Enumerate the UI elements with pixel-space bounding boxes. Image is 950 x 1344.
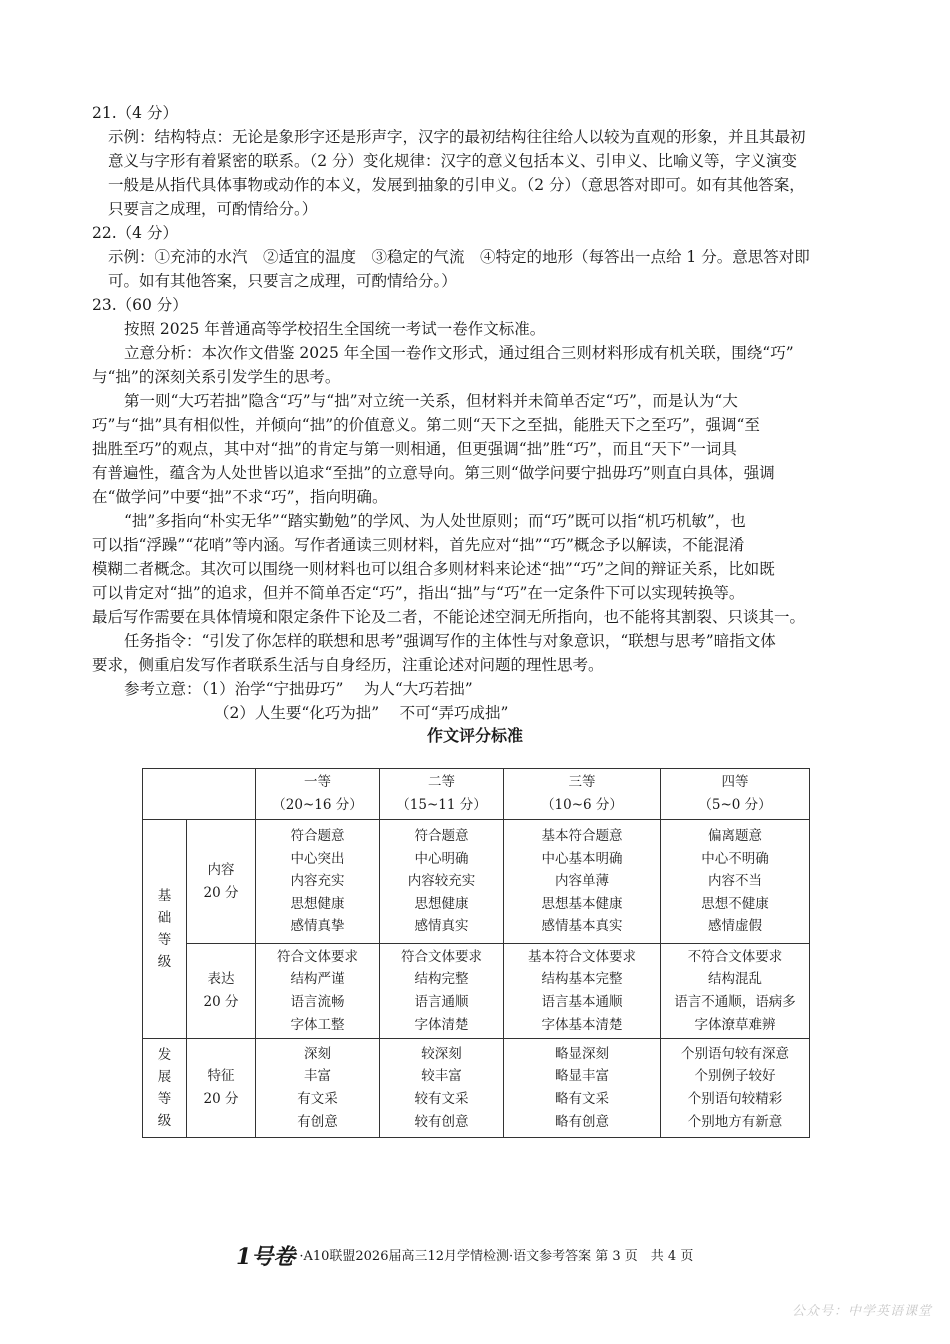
q21-line: 只要言之成理，可酌情给分。）: [108, 200, 318, 218]
corner-cell: [143, 769, 256, 820]
scoring-table-title: 作文评分标准: [426, 726, 523, 745]
basic-level-label: 基 础 等 级: [143, 820, 187, 1039]
grade-header: 四等 （5~0 分）: [661, 769, 810, 820]
q23-line: 按照 2025 年普通高等学校招生全国统一考试一卷作文标准。: [124, 320, 546, 338]
development-level-label: 发 展 等 级: [143, 1039, 187, 1138]
grade-header: 三等 （10~6 分）: [504, 769, 661, 820]
table-cell: 符合题意 中心突出 内容充实 思想健康 感情真挚: [256, 820, 380, 944]
q23-line: 拙胜至巧”的观点，其中对“拙”的肯定与第一则相通，但更强调“拙”胜“巧”，而且“天下”一词具: [92, 440, 737, 458]
q23-line: 要求，侧重启发写作者联系生活与自身经历，注重论述对问题的理性思考。: [92, 656, 604, 674]
scoring-table: [142, 768, 810, 1138]
table-row: [143, 1039, 810, 1138]
table-cell: 较深刻 较丰富 较有文采 较有创意: [380, 1039, 504, 1138]
table-cell: 个别语句较有深意 个别例子较好 个别语句较精彩 个别地方有新意: [661, 1039, 810, 1138]
q23-line: 模糊二者概念。其次可以围绕一则材料也可以组合多则材料来论述“拙”“巧”之间的辩证关系，比如既: [92, 560, 775, 578]
table-cell: 符合文体要求 结构完整 语言通顺 字体清楚: [380, 944, 504, 1039]
q23-line: 最后写作需要在具体情境和限定条件下论及二者，不能论述空洞无所指向，也不能将其割裂、只谈其一。: [92, 608, 806, 626]
criterion-label: 特征 20 分: [187, 1039, 256, 1138]
q23-line: 立意分析：本次作文借鉴 2025 年全国一卷作文形式，通过组合三则材料形成有机关联，围绕“巧”: [124, 344, 794, 362]
table-cell: 符合题意 中心明确 内容较充实 思想健康 感情真实: [380, 820, 504, 944]
footer-text: ·A10联盟2026届高三12月学情检测·语文参考答案 第 3 页 共 4 页: [299, 1249, 694, 1264]
table-cell: 基本符合题意 中心基本明确 内容单薄 思想基本健康 感情基本真实: [504, 820, 661, 944]
brand-logo: 1号卷: [236, 1244, 296, 1270]
watermark: 公众号：中学英语课堂: [791, 1304, 932, 1319]
table-cell: 符合文体要求 结构严谨 语言流畅 字体工整: [256, 944, 380, 1039]
q23-line: 在“做学问”中要“拙”不求“巧”，指向明确。: [92, 488, 388, 506]
table-row: [143, 820, 810, 944]
grade-header: 二等 （15~11 分）: [380, 769, 504, 820]
grade-header-row: [143, 769, 810, 820]
q22-line: 示例：①充沛的水汽 ②适宜的温度 ③稳定的气流 ④特定的地形（每答出一点给 1 分。意思答对即: [108, 248, 810, 266]
table-cell: 不符合文体要求 结构混乱 语言不通顺，语病多 字体潦草难辨: [661, 944, 810, 1039]
table-cell: 深刻 丰富 有文采 有创意: [256, 1039, 380, 1138]
q21-header: 21.（4 分）: [92, 104, 178, 122]
q23-line: 任务指令：“引发了你怎样的联想和思考”强调写作的主体性与对象意识，“联想与思考”暗指文体: [124, 632, 776, 650]
q23-line: “拙”多指向“朴实无华”“踏实勤勉”的学风、为人处世原则；而“巧”既可以指“机巧机敏”，也: [124, 512, 746, 530]
q21-line: 意义与字形有着紧密的联系。（2 分）变化规律：汉字的意义包括本义、引申义、比喻义等，字义演变: [108, 152, 798, 170]
criterion-label: 内容 20 分: [187, 820, 256, 944]
q21-line: 示例：结构特点：无论是象形字还是形声字，汉字的最初结构往往给人以较为直观的形象，并且其最初: [108, 128, 806, 146]
q23-line: 与“拙”的深刻关系引发学生的思考。: [92, 368, 341, 386]
q23-reference-1: 参考立意：（1）治学“宁拙毋巧” 为人“大巧若拙”: [124, 680, 473, 698]
q22-header: 22.（4 分）: [92, 224, 178, 242]
table-cell: 基本符合文体要求 结构基本完整 语言基本通顺 字体基本清楚: [504, 944, 661, 1039]
grade-header: 一等 （20~16 分）: [256, 769, 380, 820]
criterion-label: 表达 20 分: [187, 944, 256, 1039]
q23-reference-2: （2）人生要“化巧为拙” 不可“弄巧成拙”: [214, 704, 509, 722]
q23-line: 可以肯定对“拙”的追求，但并不简单否定“巧”，指出“拙”与“巧”在一定条件下可以实现转换等。: [92, 584, 745, 602]
q23-line: 可以指“浮躁”“花哨”等内涵。写作者通读三则材料，首先应对“拙”“巧”概念予以解读，不能混淆: [92, 536, 745, 554]
q21-line: 一般是从指代具体事物或动作的本义，发展到抽象的引申义。（2 分）（意思答对即可。如有其他答案，: [108, 176, 805, 194]
q23-header: 23.（60 分）: [92, 296, 188, 314]
table-cell: 偏离题意 中心不明确 内容不当 思想不健康 感情虚假: [661, 820, 810, 944]
page-footer: [236, 1244, 694, 1270]
q22-line: 可。如有其他答案，只要言之成理，可酌情给分。）: [108, 272, 457, 290]
table-cell: 略显深刻 略显丰富 略有文采 略有创意: [504, 1039, 661, 1138]
q23-line: 有普遍性，蕴含为人处世皆以追求“至拙”的立意导向。第三则“做学问要宁拙毋巧”则直白具体，强调: [92, 464, 775, 482]
q23-line: 第一则“大巧若拙”隐含“巧”与“拙”对立统一关系，但材料并未简单否定“巧”，而是认为“大: [124, 392, 738, 410]
table-row: [143, 944, 810, 1039]
q23-line: 巧”与“拙”具有相似性，并倾向“拙”的价值意义。第二则“天下之至拙，能胜天下之至巧”，强调“至: [92, 416, 760, 434]
